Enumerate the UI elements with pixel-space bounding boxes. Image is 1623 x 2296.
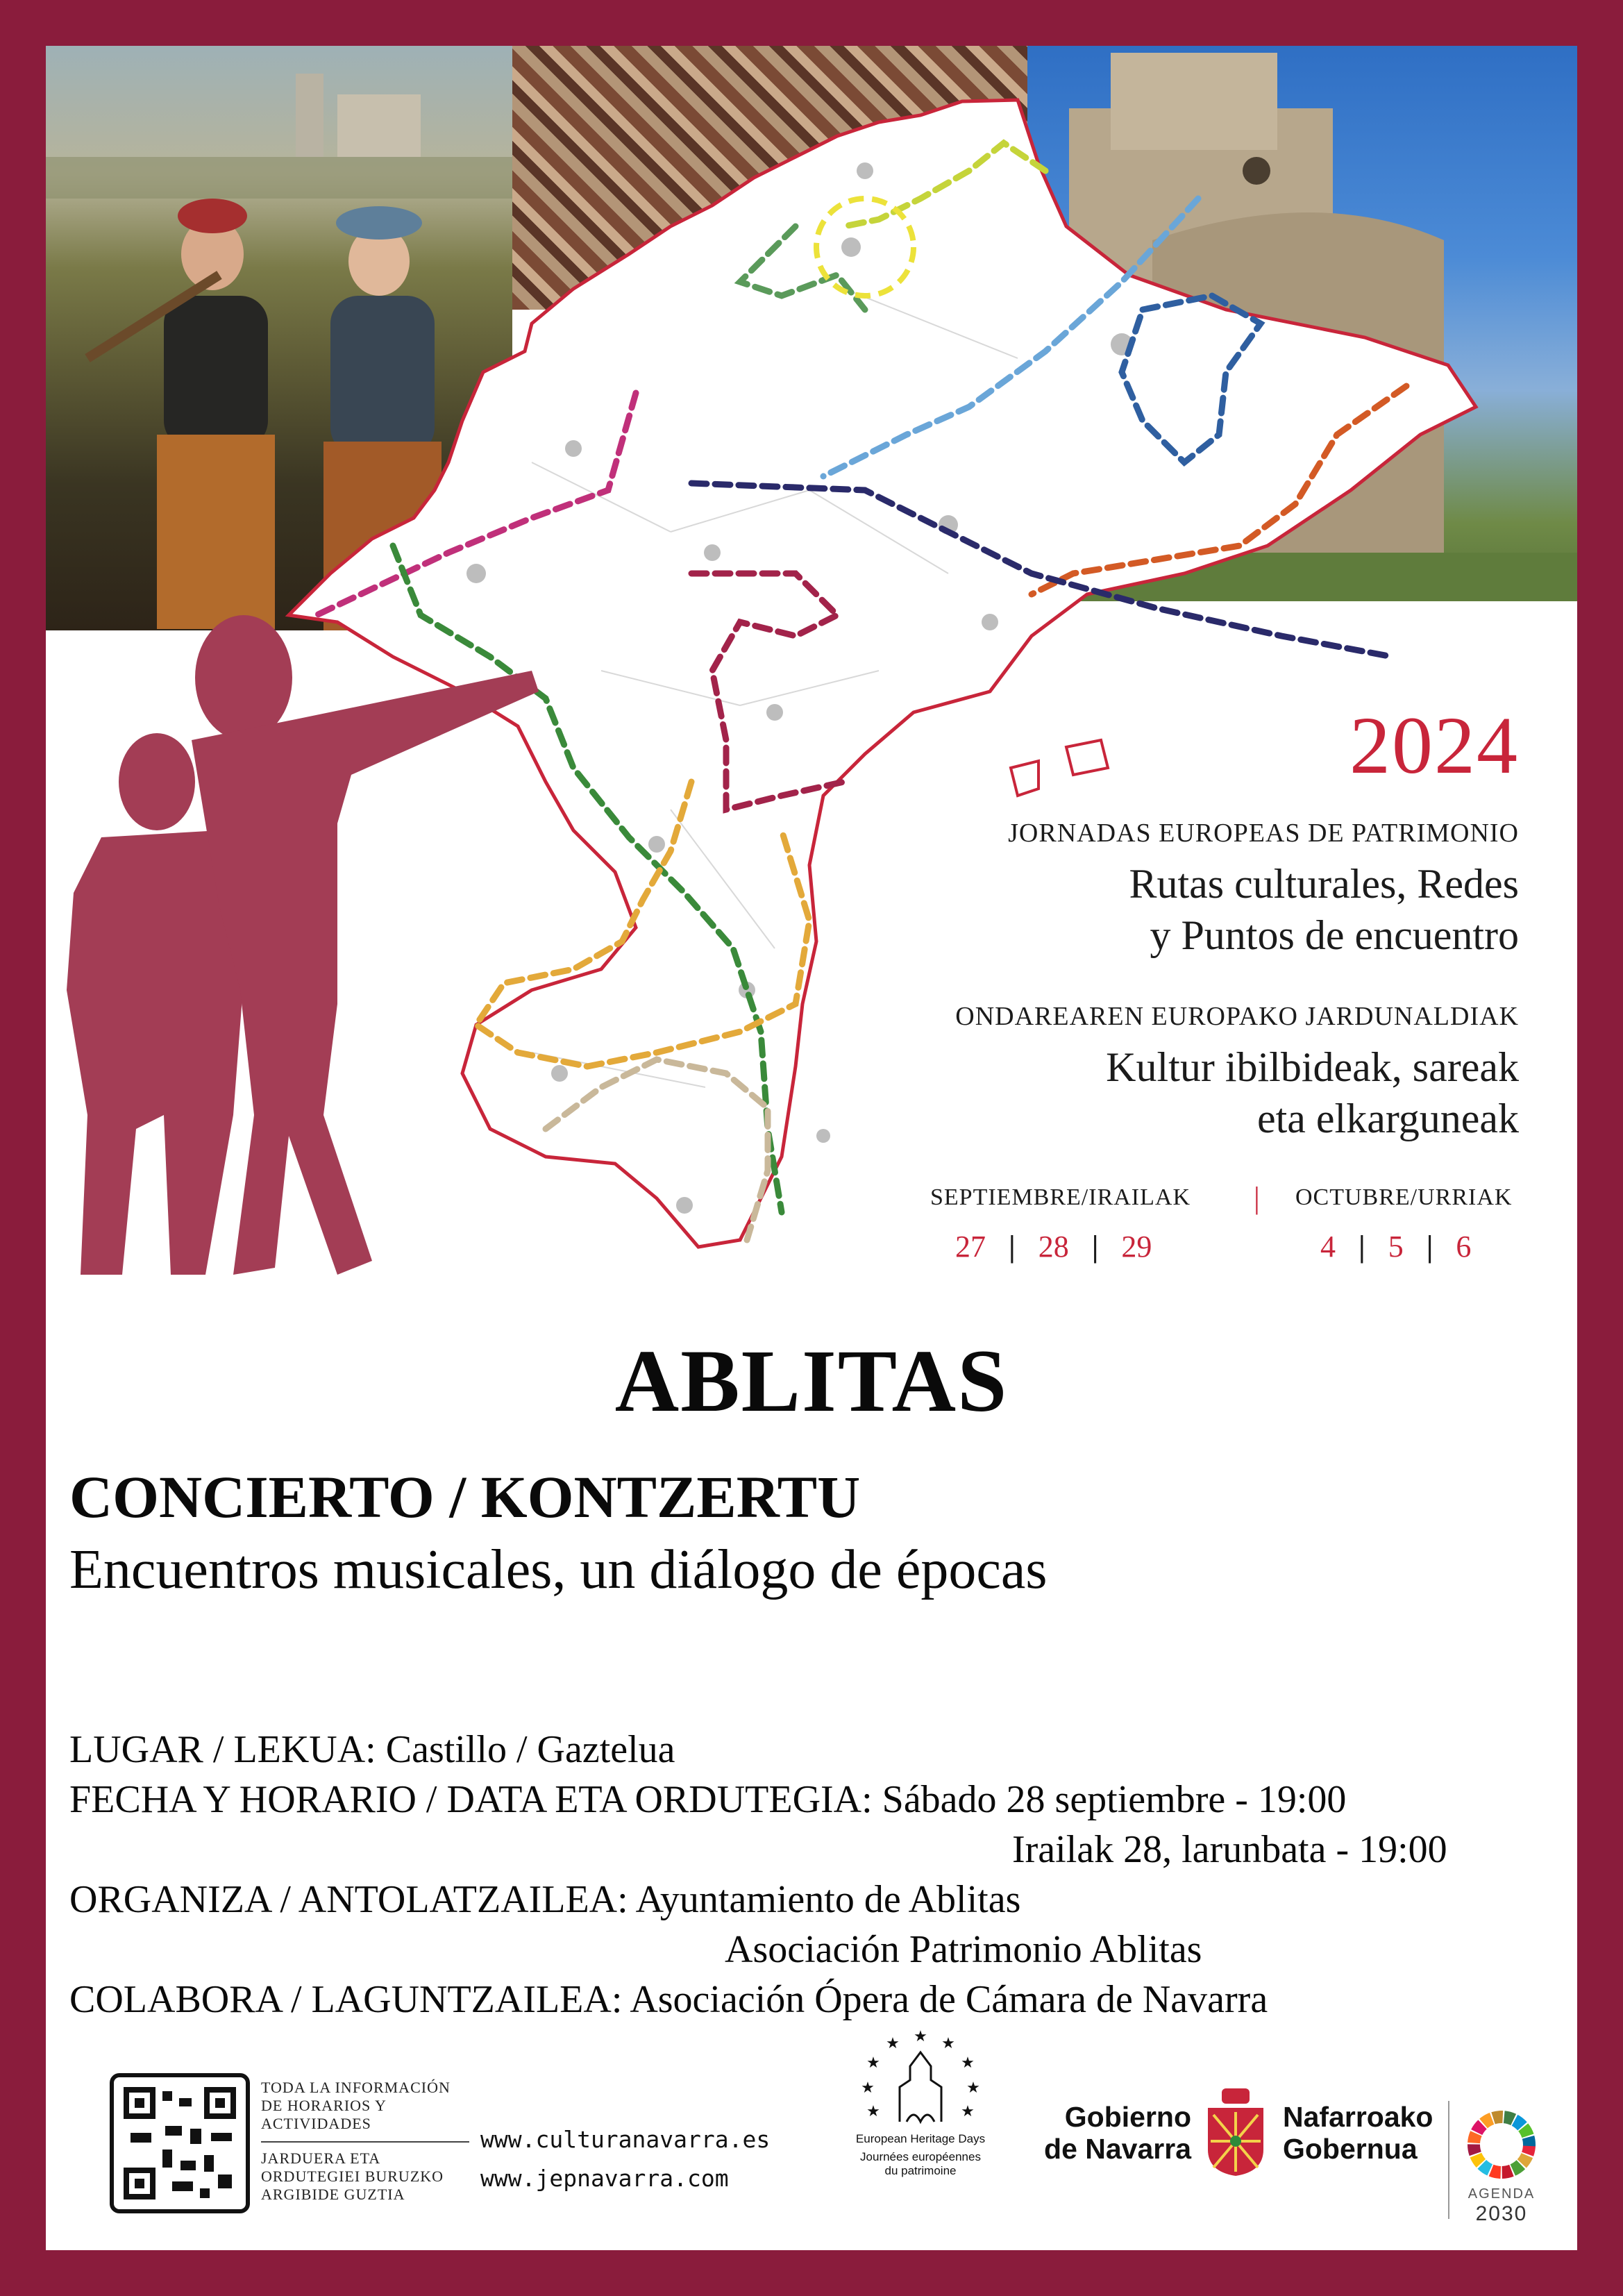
gov-name-es — [1038, 2101, 1191, 2165]
agenda-year: 2030 — [1475, 2202, 1528, 2225]
qr-info-line: ACTIVIDADES — [261, 2115, 371, 2132]
qr-code-icon[interactable] — [110, 2073, 250, 2213]
people-silhouette — [46, 573, 601, 1330]
gov-name-eu — [1283, 2101, 1433, 2165]
october-label: OCTUBRE/URRIAK — [1295, 1184, 1513, 1210]
qr-info-es — [261, 2079, 451, 2133]
qr-info-line: DE HORARIOS Y — [261, 2097, 387, 2114]
date-day: 28 — [1038, 1230, 1069, 1264]
qr-info-line: ARGIBIDE GUZTIA — [261, 2186, 405, 2203]
schedule-value-eu: Irailak 28, larunbata - 19:00 — [1012, 1828, 1447, 1871]
date-day: 4 — [1320, 1230, 1336, 1264]
svg-text:★: ★ — [966, 2079, 980, 2097]
svg-text:★: ★ — [961, 2103, 975, 2120]
ehd-line-en: European Heritage Days — [855, 2132, 986, 2145]
ehd-line-fr-2: du patrimoine — [884, 2164, 957, 2177]
svg-text:★: ★ — [961, 2054, 975, 2072]
organizer-label: ORGANIZA / ANTOLATZAILEA: — [69, 1878, 628, 1921]
collaborator-value: Asociación Ópera de Cámara de Navarra — [630, 1978, 1268, 2021]
european-heritage-days-logo — [851, 2025, 990, 2205]
gov-name-line: Gobernua — [1283, 2133, 1418, 2165]
organizer-value-1: Ayuntamiento de Ablitas — [635, 1878, 1021, 1921]
qr-info-eu — [261, 2150, 444, 2204]
logo-divider — [1448, 2101, 1449, 2219]
october-days: 4 | 5 | 6 — [1320, 1230, 1472, 1264]
agenda-2030-wheel-icon — [1463, 2106, 1540, 2183]
url-culturanavarra[interactable]: www.culturanavarra.es — [480, 2126, 771, 2153]
theme-es-line-1: Rutas culturales, Redes — [1129, 861, 1519, 907]
svg-text:★: ★ — [886, 2035, 900, 2052]
months-divider: | — [1254, 1181, 1260, 1215]
qr-info-divider — [261, 2141, 469, 2143]
collaborator-row — [69, 1977, 1268, 2022]
date-day: 6 — [1456, 1230, 1472, 1264]
schedule-value-es: Sábado 28 septiembre - 19:00 — [882, 1778, 1347, 1821]
date-day: 5 — [1388, 1230, 1404, 1264]
gov-name-line: Gobierno — [1064, 2101, 1191, 2133]
theme-eu-line-2: eta elkarguneak — [1256, 1096, 1519, 1141]
place-label: LUGAR / LEKUA: — [69, 1728, 376, 1771]
qr-info-line: JARDUERA ETA — [261, 2150, 381, 2167]
gov-name-line: de Navarra — [1044, 2133, 1191, 2165]
schedule-row — [69, 1777, 1346, 1822]
event-name-es: JORNADAS EUROPEAS DE PATRIMONIO — [1008, 819, 1519, 848]
event-title: Encuentros musicales, un diálogo de épocas — [69, 1539, 1048, 1600]
place-row — [69, 1727, 675, 1772]
url-jepnavarra[interactable]: www.jepnavarra.com — [480, 2165, 729, 2192]
theme-eu-line-1: Kultur ibilbideak, sareak — [1106, 1044, 1519, 1090]
qr-info-line: TODA LA INFORMACIÓN — [261, 2079, 451, 2096]
town-title: ABLITAS — [614, 1332, 1009, 1430]
navarra-coat-of-arms-icon — [1201, 2087, 1270, 2177]
svg-text:★: ★ — [941, 2035, 955, 2052]
ehd-line-fr-1: Journées européennes — [860, 2150, 981, 2163]
event-type: CONCIERTO / KONTZERTU — [69, 1464, 861, 1530]
agenda-2030-logo — [1463, 2106, 1540, 2224]
qr-info-line: ORDUTEGIEI BURUZKO — [261, 2168, 444, 2185]
date-day: 29 — [1121, 1230, 1152, 1264]
agenda-label: AGENDA — [1468, 2186, 1536, 2202]
year: 2024 — [1349, 700, 1519, 791]
poster-frame — [46, 46, 1577, 2250]
collaborator-label: COLABORA / LAGUNTZAILEA: — [69, 1978, 623, 2021]
svg-text:★: ★ — [861, 2079, 875, 2097]
organizer-value-2: Asociación Patrimonio Ablitas — [725, 1928, 1202, 1971]
event-name-eu: ONDAREAREN EUROPAKO JARDUNALDIAK — [955, 1002, 1519, 1031]
september-label: SEPTIEMBRE/IRAILAK — [930, 1184, 1191, 1210]
place-value: Castillo / Gaztelua — [385, 1728, 675, 1771]
theme-es-line-2: y Puntos de encuentro — [1150, 912, 1519, 958]
svg-text:★: ★ — [914, 2028, 927, 2045]
svg-text:★: ★ — [866, 2103, 880, 2120]
date-day: 27 — [955, 1230, 986, 1264]
september-days: 27 | 28 | 29 — [955, 1230, 1152, 1264]
schedule-label: FECHA Y HORARIO / DATA ETA ORDUTEGIA: — [69, 1778, 873, 1821]
organizer-row — [69, 1877, 1020, 1922]
gov-name-line: Nafarroako — [1283, 2101, 1433, 2133]
svg-text:★: ★ — [866, 2054, 880, 2072]
